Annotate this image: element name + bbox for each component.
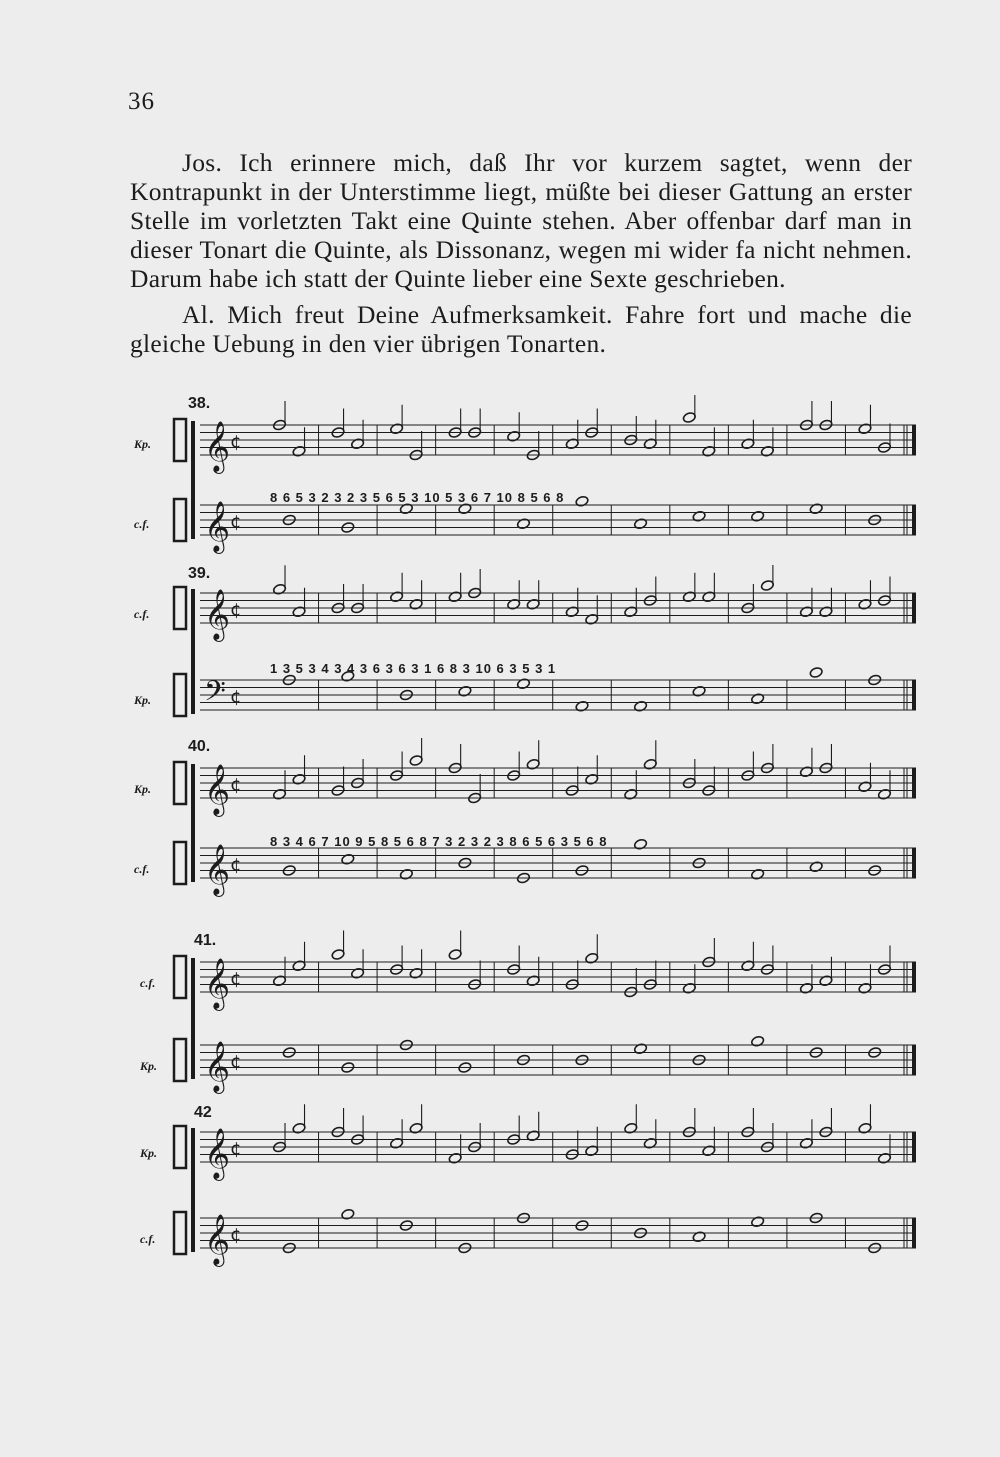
treble-clef-icon: 𝄞 — [204, 1041, 231, 1092]
voice-label-lower: Kp. — [140, 1059, 158, 1073]
final-barline — [912, 848, 916, 878]
final-barline — [912, 1132, 916, 1162]
c-clef-icon — [174, 587, 186, 629]
final-barline — [912, 593, 916, 623]
bass-clef-icon: 𝄢 — [204, 675, 226, 715]
cut-time-icon: ¢ — [230, 774, 242, 796]
interval-figures: 8 3 4 6 7 10 9 5 8 5 6 8 7 3 2 3 2 3 8 6 5 6 3 5 6 8 — [270, 834, 608, 849]
voice-label-upper: c.f. — [134, 607, 150, 621]
page-number: 36 — [128, 88, 155, 115]
voice-label-upper: c.f. — [140, 976, 156, 990]
system-bracket — [191, 958, 195, 1079]
final-barline — [912, 962, 916, 992]
c-clef-icon — [174, 1039, 186, 1081]
final-barline — [912, 425, 916, 455]
interval-figures: 1 3 5 3 4 3 4 3 6 3 6 3 1 6 8 3 10 6 3 5 3 1 — [270, 661, 557, 676]
cut-time-icon: ¢ — [230, 968, 242, 990]
treble-clef-icon: 𝄞 — [204, 844, 231, 895]
c-clef-icon — [174, 1212, 186, 1254]
treble-clef-icon: 𝄞 — [204, 501, 231, 552]
staff-system — [0, 565, 1000, 735]
c-clef-icon — [174, 956, 186, 998]
cut-time-icon: ¢ — [230, 1224, 242, 1246]
final-barline — [912, 680, 916, 710]
c-clef-icon — [174, 419, 186, 461]
treble-clef-icon: 𝄞 — [204, 1128, 231, 1179]
voice-label-lower: c.f. — [134, 517, 150, 531]
example-number: 41. — [194, 932, 217, 949]
cut-time-icon: ¢ — [230, 854, 242, 876]
treble-clef-icon: 𝄞 — [204, 1214, 231, 1265]
paragraph: Al. Mich freut Deine Aufmerksamkeit. Fahre fort und mache die gleiche Uebung in den vier übrigen Tonarten. — [130, 300, 912, 358]
voice-label-upper: Kp. — [134, 782, 152, 796]
voice-label-upper: Kp. — [134, 437, 152, 451]
c-clef-icon — [174, 842, 186, 884]
music-example-41 — [0, 930, 1000, 1100]
final-barline — [912, 768, 916, 798]
staff-system — [0, 738, 1000, 908]
system-bracket — [191, 764, 195, 882]
system-bracket — [191, 421, 195, 539]
voice-label-lower: Kp. — [134, 693, 152, 707]
music-example-39 — [0, 565, 1000, 735]
music-example-38 — [0, 395, 1000, 565]
treble-clef-icon: 𝄞 — [204, 421, 231, 472]
c-clef-icon — [174, 674, 186, 716]
voice-label-upper: Kp. — [140, 1146, 158, 1160]
final-barline — [912, 505, 916, 535]
paragraph: Jos. Ich erinnere mich, daß Ihr vor kurzem sagtet, wenn der Kontrapunkt in der Unterstimme liegt, müßte bei dieser Gattung an erster Stelle im vorletzten Takt eine Quinte stehen. Aber offenbar darf man in dieser Tonart die Quinte, als Dissonanz, wegen mi wider fa nicht nehmen. Darum habe ich statt der Quinte lieber eine Sexte geschrieben. — [130, 148, 912, 293]
music-example-42 — [0, 1100, 1000, 1270]
treble-clef-icon: 𝄞 — [204, 764, 231, 815]
system-bracket — [191, 1128, 195, 1252]
cut-time-icon: ¢ — [230, 431, 242, 453]
c-clef-icon — [174, 499, 186, 541]
example-number: 40. — [188, 738, 211, 755]
interval-figures: 8 6 5 3 2 3 2 3 5 6 5 3 10 5 3 6 7 10 8 5 6 8 — [270, 490, 565, 505]
cut-time-icon: ¢ — [230, 599, 242, 621]
example-number: 38. — [188, 395, 211, 412]
final-barline — [912, 1045, 916, 1075]
cut-time-icon: ¢ — [230, 1051, 242, 1073]
voice-label-lower: c.f. — [134, 862, 150, 876]
treble-clef-icon: 𝄞 — [204, 589, 231, 640]
final-barline — [912, 1218, 916, 1248]
cut-time-icon: ¢ — [230, 1138, 242, 1160]
text-block — [130, 148, 912, 358]
example-number: 42 — [194, 1104, 212, 1121]
cut-time-icon: ¢ — [230, 511, 242, 533]
cut-time-icon: ¢ — [230, 686, 242, 708]
staff-system — [0, 395, 1000, 565]
voice-label-lower: c.f. — [140, 1232, 156, 1246]
staff-system — [0, 930, 1000, 1100]
treble-clef-icon: 𝄞 — [204, 958, 231, 1009]
c-clef-icon — [174, 1126, 186, 1168]
example-number: 39. — [188, 565, 211, 582]
music-example-40 — [0, 738, 1000, 908]
c-clef-icon — [174, 762, 186, 804]
system-bracket — [191, 589, 195, 714]
